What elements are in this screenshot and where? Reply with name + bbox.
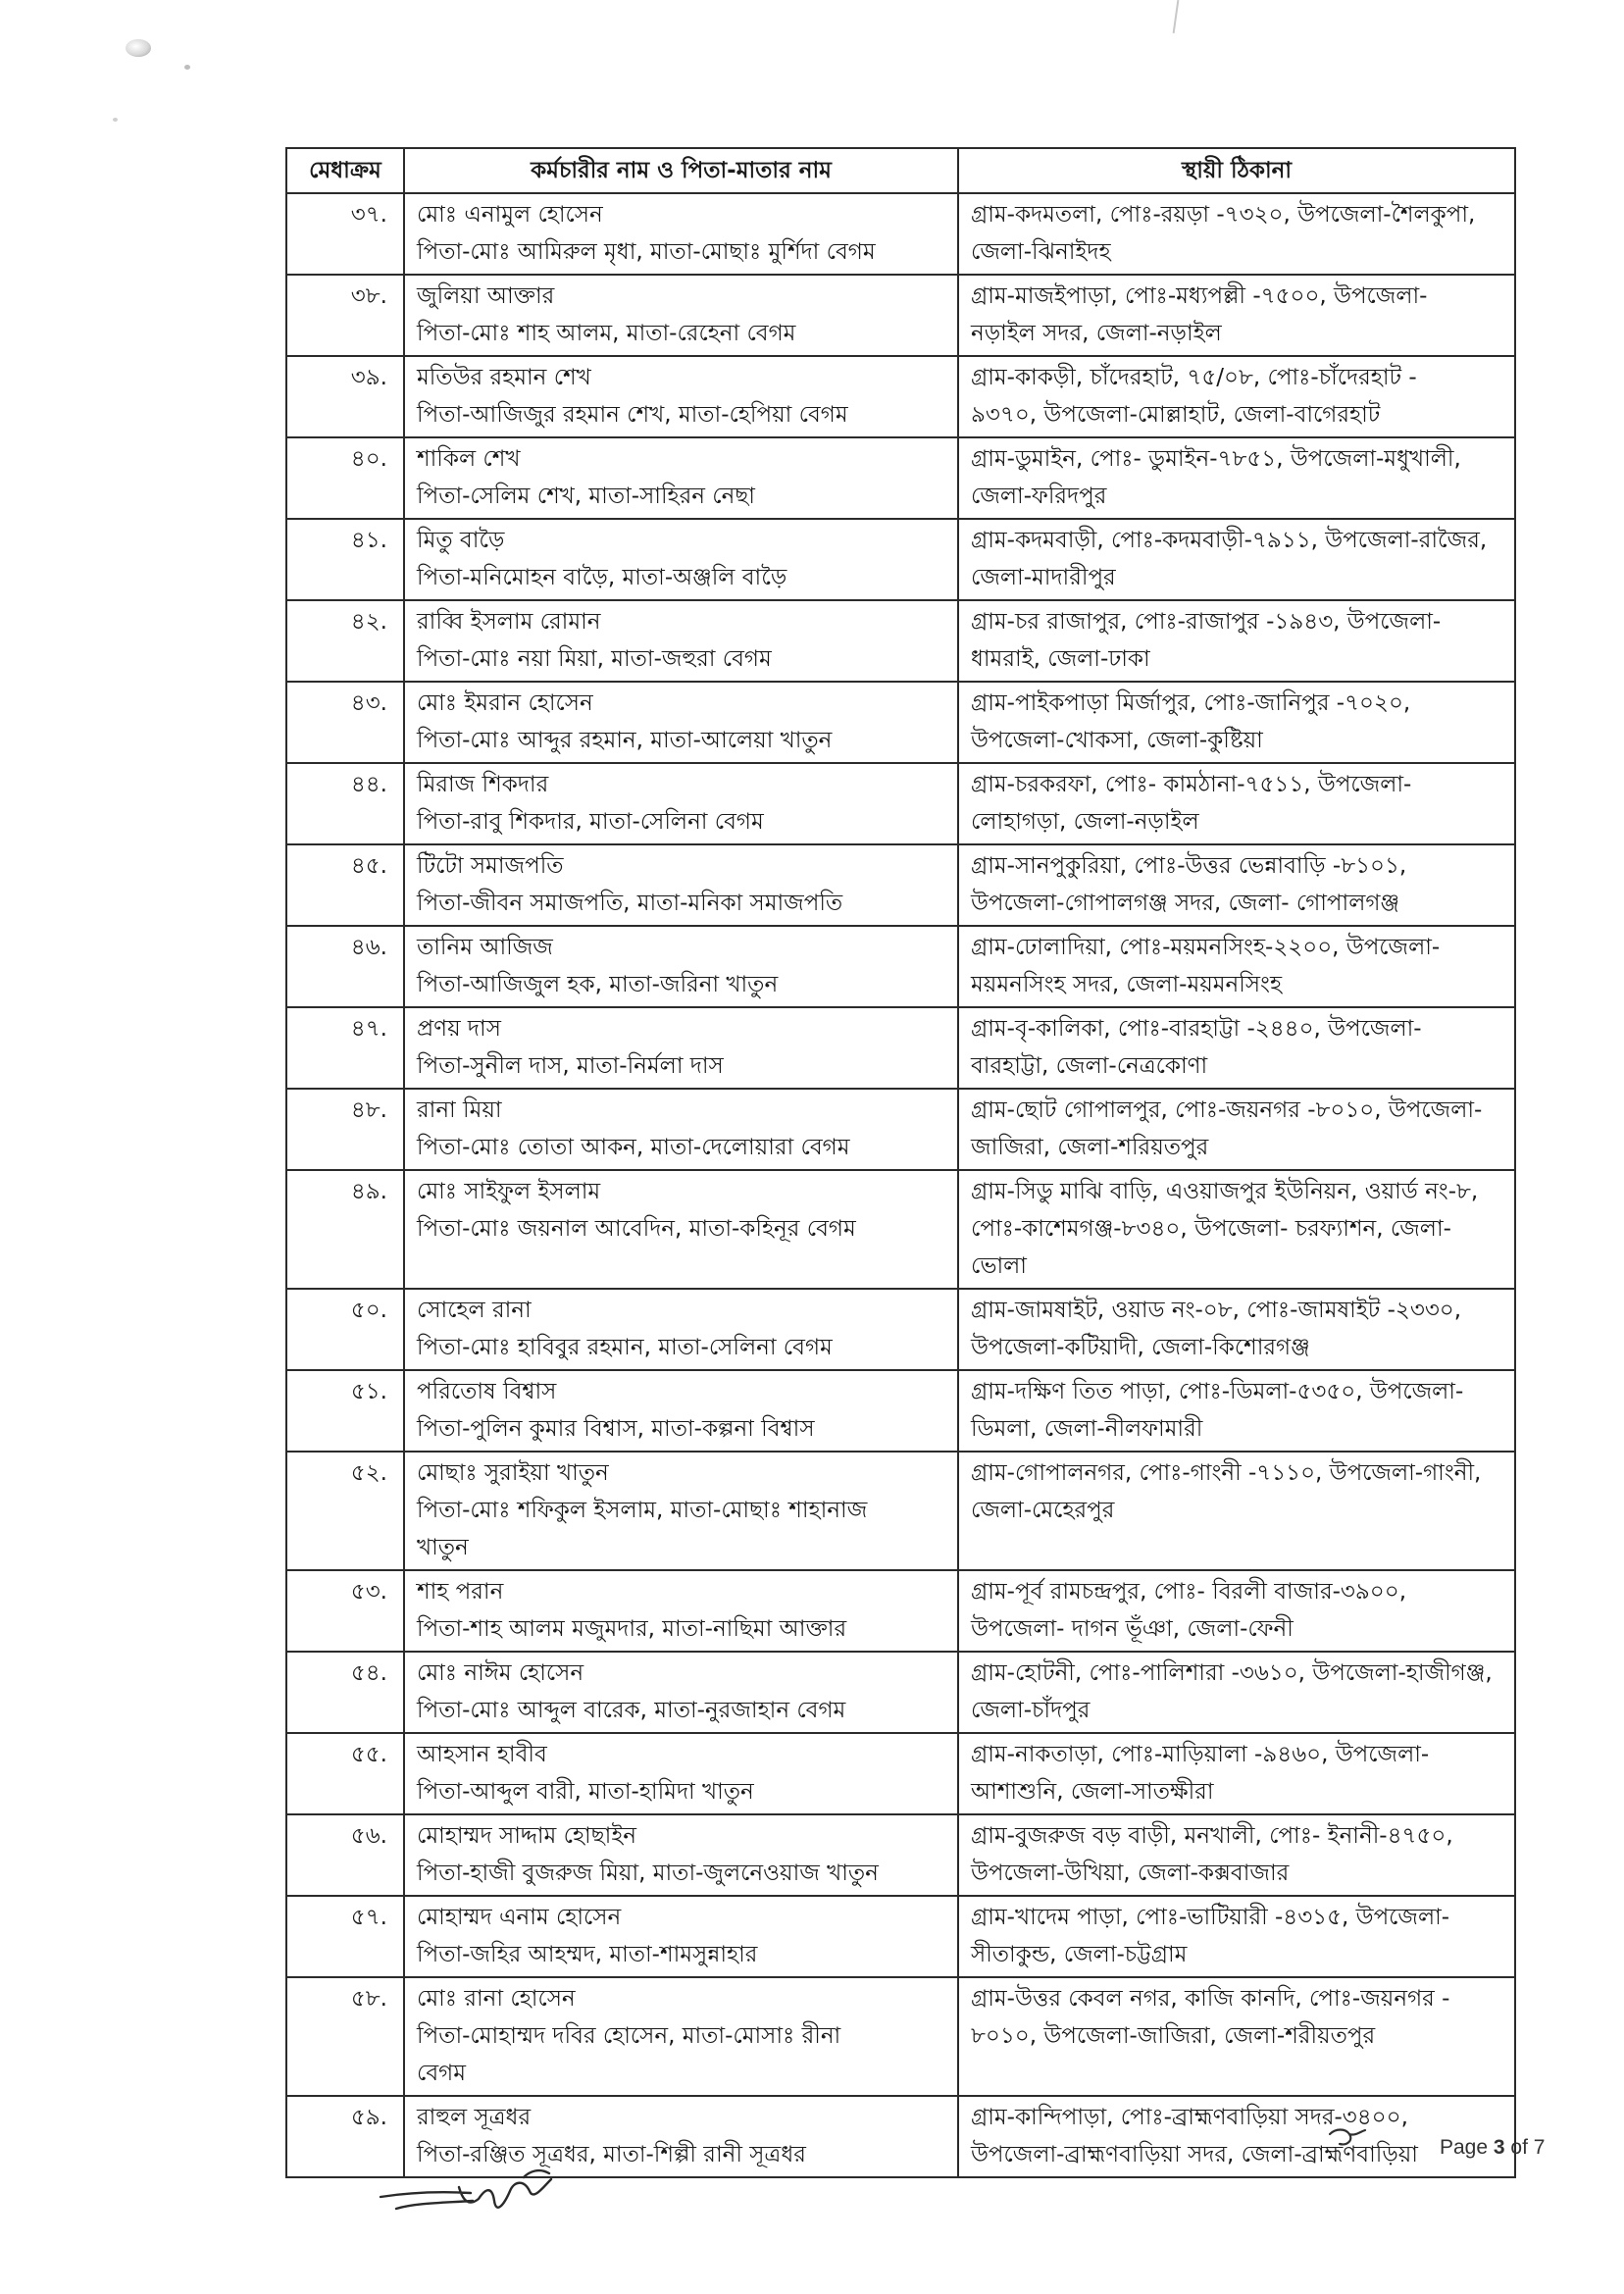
parents-name: পিতা-হাজী বুজরুজ মিয়া, মাতা-জুলনেওয়াজ খাতুন: [417, 1861, 879, 1886]
parents-name: পিতা-সেলিম শেখ, মাতা-সাহিরন নেছা: [417, 484, 755, 509]
address-line: জাজিরা, জেলা-শরিয়তপুর: [971, 1135, 1209, 1160]
address-cell: [958, 519, 1515, 600]
name-cell: [404, 1570, 958, 1652]
page-current: 3: [1493, 2136, 1505, 2159]
page-number: [1440, 2136, 1545, 2160]
parents-name: পিতা-মোঃ শাহ আলম, মাতা-রেহেনা বেগম: [417, 321, 796, 346]
address-line: জেলা-চাঁদপুর: [971, 1698, 1091, 1723]
name-cell: [404, 1977, 958, 2096]
serial-cell: ৫১.: [286, 1370, 404, 1452]
parents-name: পিতা-রাবু শিকদার, মাতা-সেলিনা বেগম: [417, 809, 764, 835]
address-cell: [958, 1896, 1515, 1977]
address-line: গ্রাম-পূর্ব রামচন্দ্রপুর, পোঃ- বিরলী বাজার-৩৯০০,: [971, 1579, 1407, 1605]
initial-mark: [1326, 2126, 1369, 2152]
address-line: ধামরাই, জেলা-ঢাকা: [971, 646, 1150, 672]
address-line: ৯৩৭০, উপজেলা-মোল্লাহাট, জেলা-বাগেরহাট: [971, 402, 1381, 428]
serial-cell: ৩৭.: [286, 193, 404, 275]
address-line: গ্রাম-ছোট গোপালপুর, পোঃ-জয়নগর -৮০১০, উপজেলা-: [971, 1097, 1483, 1123]
parents-name: পিতা-রঞ্জিত সূত্রধর, মাতা-শিল্পী রানী সূত্রধর: [417, 2142, 806, 2167]
address-cell: [958, 275, 1515, 356]
table-row: [286, 844, 1515, 926]
parents-name: পিতা-মোঃ আব্দুর রহমান, মাতা-আলেয়া খাতুন: [417, 728, 833, 753]
address-line: জেলা-ঝিনাইদহ: [971, 239, 1111, 265]
address-line: উপজেলা-গোপালগঞ্জ সদর, জেলা- গোপালগঞ্জ: [971, 891, 1400, 916]
address-cell: [958, 682, 1515, 763]
serial-cell: ৪০.: [286, 437, 404, 519]
address-line: উপজেলা-খোকসা, জেলা-কুষ্টিয়া: [971, 728, 1263, 753]
scan-spot: [184, 65, 190, 70]
employee-name: মোহাম্মদ এনাম হোসেন: [417, 1905, 622, 1930]
table-row: [286, 193, 1515, 275]
employee-name: মোঃ এনামুল হোসেন: [417, 202, 603, 228]
address-cell: [958, 1570, 1515, 1652]
serial-cell: ৪২.: [286, 600, 404, 682]
parents-name: বেগম: [417, 2061, 466, 2086]
address-line: গ্রাম-কদমতলা, পোঃ-রয়ড়া -৭৩২০, উপজেলা-শৈলকুপা,: [971, 202, 1476, 228]
address-line: গ্রাম-উত্তর কেবল নগর, কাজি কানদি, পোঃ-জয়নগর -: [971, 1986, 1450, 2012]
header-serial: মেধাক্রম: [286, 148, 404, 193]
parents-name: পিতা-জহির আহম্মদ, মাতা-শামসুন্নাহার: [417, 1942, 758, 1967]
address-cell: [958, 1089, 1515, 1170]
address-line: গ্রাম-নাকতাড়া, পোঃ-মাড়িয়ালা -৯৪৬০, উপজেলা-: [971, 1742, 1430, 1767]
address-cell: [958, 1452, 1515, 1570]
address-line: উপজেলা-ব্রাহ্মণবাড়িয়া সদর, জেলা-ব্রাহ্মণবাড়িয়া: [971, 2142, 1418, 2167]
table-row: [286, 600, 1515, 682]
scan-spot: [126, 39, 151, 57]
employee-name: রাব্বি ইসলাম রোমান: [417, 609, 601, 635]
page-of: of: [1510, 2136, 1528, 2159]
address-line: উপজেলা-কটিয়াদী, জেলা-কিশোরগঞ্জ: [971, 1335, 1310, 1360]
employee-name: পরিতোষ বিশ্বাস: [417, 1379, 557, 1404]
address-line: বারহাট্টা, জেলা-নেত্রকোণা: [971, 1053, 1208, 1079]
name-cell: [404, 1007, 958, 1089]
address-line: আশাশুনি, জেলা-সাতক্ষীরা: [971, 1779, 1214, 1805]
address-line: গ্রাম-বৃ-কালিকা, পোঃ-বারহাট্টা -২৪৪০, উপজেলা-: [971, 1016, 1422, 1042]
parents-name: পিতা-জীবন সমাজপতি, মাতা-মনিকা সমাজপতি: [417, 891, 843, 916]
table-row: [286, 1814, 1515, 1896]
serial-cell: ৪৭.: [286, 1007, 404, 1089]
address-cell: [958, 437, 1515, 519]
serial-cell: ৪৫.: [286, 844, 404, 926]
parents-name: পিতা-মোঃ তোতা আকন, মাতা-দেলোয়ারা বেগম: [417, 1135, 850, 1160]
signature: [377, 2158, 583, 2226]
parents-name: পিতা-মনিমোহন বাড়ৈ, মাতা-অঞ্জলি বাড়ৈ: [417, 565, 787, 590]
table-row: [286, 1652, 1515, 1733]
table-row: [286, 1170, 1515, 1289]
employee-name: প্রণয় দাস: [417, 1016, 501, 1042]
serial-cell: ৫৬.: [286, 1814, 404, 1896]
header-address: স্থায়ী ঠিকানা: [958, 148, 1515, 193]
parents-name: পিতা-মোঃ শফিকুল ইসলাম, মাতা-মোছাঃ শাহানাজ: [417, 1498, 868, 1523]
address-cell: [958, 844, 1515, 926]
address-line: ৮০১০, উপজেলা-জাজিরা, জেলা-শরীয়তপুর: [971, 2023, 1376, 2049]
address-line: গ্রাম-কদমবাড়ী, পোঃ-কদমবাড়ী-৭৯১১, উপজেলা-রাজৈর,: [971, 528, 1488, 553]
name-cell: [404, 356, 958, 437]
name-cell: [404, 600, 958, 682]
parents-name: খাতুন: [417, 1535, 469, 1560]
name-cell: [404, 1452, 958, 1570]
name-cell: [404, 1733, 958, 1814]
address-line: ভোলা: [971, 1253, 1027, 1279]
address-line: গ্রাম-কান্দিপাড়া, পোঃ-ব্রাহ্মণবাড়িয়া সদর-৩৪০০,: [971, 2105, 1408, 2130]
serial-cell: ৫২.: [286, 1452, 404, 1570]
table-row: [286, 1007, 1515, 1089]
address-cell: [958, 1977, 1515, 2096]
address-line: গ্রাম-মাজইপাড়া, পোঃ-মধ্যপল্লী -৭৫০০, উপজেলা-: [971, 283, 1428, 309]
employee-name: শাকিল শেখ: [417, 446, 521, 472]
address-line: গ্রাম-সিডু মাঝি বাড়ি, এওয়াজপুর ইউনিয়ন, ওয়ার্ড নং-৮,: [971, 1179, 1479, 1204]
parents-name: পিতা-মোঃ নয়া মিয়া, মাতা-জহুরা বেগম: [417, 646, 772, 672]
name-cell: [404, 1089, 958, 1170]
table-row: [286, 1370, 1515, 1452]
name-cell: [404, 1896, 958, 1977]
table-row: [286, 926, 1515, 1007]
name-cell: [404, 519, 958, 600]
address-cell: [958, 1170, 1515, 1289]
address-line: গ্রাম-চরকরফা, পোঃ- কামঠানা-৭৫১১, উপজেলা-: [971, 772, 1412, 797]
address-line: ময়মনসিংহ সদর, জেলা-ময়মনসিংহ: [971, 972, 1283, 997]
table-row: [286, 1452, 1515, 1570]
employee-name: রানা মিয়া: [417, 1097, 502, 1123]
serial-cell: ৫৭.: [286, 1896, 404, 1977]
address-line: গ্রাম-ঢোলাদিয়া, পোঃ-ময়মনসিংহ-২২০০, উপজেলা-: [971, 935, 1441, 960]
table-row: [286, 1089, 1515, 1170]
page-total: 7: [1533, 2136, 1546, 2159]
address-line: গ্রাম-পাইকপাড়া মির্জাপুর, পোঃ-জানিপুর -৭০২০,: [971, 690, 1411, 716]
employee-name: রাহুল সূত্রধর: [417, 2105, 532, 2130]
employee-name: আহসান হাবীব: [417, 1742, 547, 1767]
employee-name: মতিউর রহমান শেখ: [417, 365, 591, 390]
name-cell: [404, 1289, 958, 1370]
parents-name: পিতা-আজিজুল হক, মাতা-জরিনা খাতুন: [417, 972, 779, 997]
address-line: গ্রাম-জামষাইট, ওয়াড নং-০৮, পোঃ-জামষাইট -২৩৩০,: [971, 1298, 1462, 1323]
address-line: নড়াইল সদর, জেলা-নড়াইল: [971, 321, 1222, 346]
parents-name: পিতা-মোহাম্মদ দবির হোসেন, মাতা-মোসাঃ রীনা: [417, 2023, 841, 2049]
name-cell: [404, 193, 958, 275]
name-cell: [404, 682, 958, 763]
table-row: [286, 763, 1515, 844]
parents-name: পিতা-মোঃ হাবিবুর রহমান, মাতা-সেলিনা বেগম: [417, 1335, 833, 1360]
employee-name: শাহ পরান: [417, 1579, 504, 1605]
employee-name: তানিম আজিজ: [417, 935, 553, 960]
name-cell: [404, 437, 958, 519]
employee-name: মিরাজ শিকদার: [417, 772, 549, 797]
table-body: [286, 193, 1515, 2177]
address-cell: [958, 600, 1515, 682]
table-row: [286, 1570, 1515, 1652]
scan-spot: [113, 118, 118, 122]
address-cell: [958, 1733, 1515, 1814]
address-cell: [958, 926, 1515, 1007]
address-line: গ্রাম-গোপালনগর, পোঃ-গাংনী -৭১১০, উপজেলা-গাংনী,: [971, 1460, 1482, 1486]
name-cell: [404, 926, 958, 1007]
address-cell: [958, 1652, 1515, 1733]
parents-name: পিতা-আব্দুল বারী, মাতা-হামিদা খাতুন: [417, 1779, 754, 1805]
address-line: পোঃ-কাশেমগঞ্জ-৮৩৪০, উপজেলা- চরফ্যাশন, জেলা-: [971, 1216, 1451, 1242]
address-line: জেলা-ফরিদপুর: [971, 484, 1107, 509]
serial-cell: ৪৯.: [286, 1170, 404, 1289]
parents-name: পিতা-মোঃ আমিরুল মৃধা, মাতা-মোছাঃ মুর্শিদা বেগম: [417, 239, 876, 265]
page-prefix: Page: [1440, 2136, 1489, 2159]
address-line: গ্রাম-হোটনী, পোঃ-পালিশারা -৩৬১০, উপজেলা-হাজীগঞ্জ,: [971, 1660, 1493, 1686]
address-line: ডিমলা, জেলা-নীলফামারী: [971, 1416, 1203, 1442]
address-line: গ্রাম-দক্ষিণ তিত পাড়া, পোঃ-ডিমলা-৫৩৫০, উপজেলা-: [971, 1379, 1464, 1404]
name-cell: [404, 1652, 958, 1733]
table-row: [286, 1733, 1515, 1814]
employee-name: মোঃ নাঈম হোসেন: [417, 1660, 584, 1686]
table-row: [286, 356, 1515, 437]
address-line: গ্রাম-সানপুকুরিয়া, পোঃ-উত্তর ভেন্নাবাড়ি -৮১০১,: [971, 853, 1407, 879]
serial-cell: ৫৮.: [286, 1977, 404, 2096]
serial-cell: ৪১.: [286, 519, 404, 600]
employee-name: মিতু বাড়ৈ: [417, 528, 505, 553]
serial-cell: ৩৯.: [286, 356, 404, 437]
serial-cell: ৪৩.: [286, 682, 404, 763]
table-row: [286, 275, 1515, 356]
employee-name: মোঃ রানা হোসেন: [417, 1986, 576, 2012]
table-row: [286, 519, 1515, 600]
table-row: [286, 1896, 1515, 1977]
name-cell: [404, 1814, 958, 1896]
parents-name: পিতা-মোঃ আব্দুল বারেক, মাতা-নুরজাহান বেগম: [417, 1698, 846, 1723]
serial-cell: ৫৪.: [286, 1652, 404, 1733]
serial-cell: ৪৪.: [286, 763, 404, 844]
address-line: গ্রাম-খাদেম পাড়া, পোঃ-ভাটিয়ারী -৪৩১৫, উপজেলা-: [971, 1905, 1450, 1930]
address-line: গ্রাম-কাকড়ী, চাঁদেরহাট, ৭৫/০৮, পোঃ-চাঁদেরহাট -: [971, 365, 1417, 390]
address-cell: [958, 193, 1515, 275]
address-line: জেলা-মাদারীপুর: [971, 565, 1116, 590]
serial-cell: ৫০.: [286, 1289, 404, 1370]
employee-name: জুলিয়া আক্তার: [417, 283, 555, 309]
address-line: গ্রাম-বুজরুজ বড় বাড়ী, মনখালী, পোঃ- ইনানী-৪৭৫০,: [971, 1823, 1453, 1849]
address-line: গ্রাম-ডুমাইন, পোঃ- ডুমাইন-৭৮৫১, উপজেলা-মধুখালী,: [971, 446, 1461, 472]
serial-cell: ৫৯.: [286, 2096, 404, 2177]
employee-name: সোহেল রানা: [417, 1298, 532, 1323]
table-row: [286, 682, 1515, 763]
name-cell: [404, 844, 958, 926]
name-cell: [404, 275, 958, 356]
address-cell: [958, 1370, 1515, 1452]
table-header-row: [286, 148, 1515, 193]
table-row: [286, 1977, 1515, 2096]
employee-name: টিটো সমাজপতি: [417, 853, 564, 879]
serial-cell: ৫৩.: [286, 1570, 404, 1652]
employee-name: মোঃ সাইফুল ইসলাম: [417, 1179, 601, 1204]
serial-cell: ৪৮.: [286, 1089, 404, 1170]
parents-name: পিতা-শাহ আলম মজুমদার, মাতা-নাছিমা আক্তার: [417, 1616, 847, 1642]
address-line: উপজেলা- দাগন ভূঁঞা, জেলা-ফেনী: [971, 1616, 1294, 1642]
address-cell: [958, 2096, 1515, 2177]
parents-name: পিতা-মোঃ জয়নাল আবেদিন, মাতা-কহিনূর বেগম: [417, 1216, 856, 1242]
table-row: [286, 437, 1515, 519]
address-cell: [958, 356, 1515, 437]
employee-table: [285, 147, 1516, 2178]
employee-name: মোছাঃ সুরাইয়া খাতুন: [417, 1460, 609, 1486]
employee-name: মোহাম্মদ সাদ্দাম হোছাইন: [417, 1823, 637, 1849]
address-line: লোহাগড়া, জেলা-নড়াইল: [971, 809, 1199, 835]
header-name: কর্মচারীর নাম ও পিতা-মাতার নাম: [404, 148, 958, 193]
employee-name: মোঃ ইমরান হোসেন: [417, 690, 593, 716]
address-cell: [958, 763, 1515, 844]
name-cell: [404, 1170, 958, 1289]
parents-name: পিতা-সুনীল দাস, মাতা-নির্মলা দাস: [417, 1053, 724, 1079]
address-line: জেলা-মেহেরপুর: [971, 1498, 1115, 1523]
address-line: সীতাকুন্ড, জেলা-চট্টগ্রাম: [971, 1942, 1188, 1967]
parents-name: পিতা-পুলিন কুমার বিশ্বাস, মাতা-কল্পনা বিশ্বাস: [417, 1416, 815, 1442]
address-line: উপজেলা-উখিয়া, জেলা-কক্সবাজার: [971, 1861, 1290, 1886]
address-cell: [958, 1289, 1515, 1370]
parents-name: পিতা-আজিজুর রহমান শেখ, মাতা-হেপিয়া বেগম: [417, 402, 848, 428]
address-cell: [958, 1007, 1515, 1089]
name-cell: [404, 763, 958, 844]
table-row: [286, 1289, 1515, 1370]
address-line: গ্রাম-চর রাজাপুর, পোঃ-রাজাপুর -১৯৪৩, উপজেলা-: [971, 609, 1442, 635]
name-cell: [404, 1370, 958, 1452]
serial-cell: ৪৬.: [286, 926, 404, 1007]
address-cell: [958, 1814, 1515, 1896]
serial-cell: ৫৫.: [286, 1733, 404, 1814]
scan-crease: [1173, 0, 1180, 33]
serial-cell: ৩৮.: [286, 275, 404, 356]
